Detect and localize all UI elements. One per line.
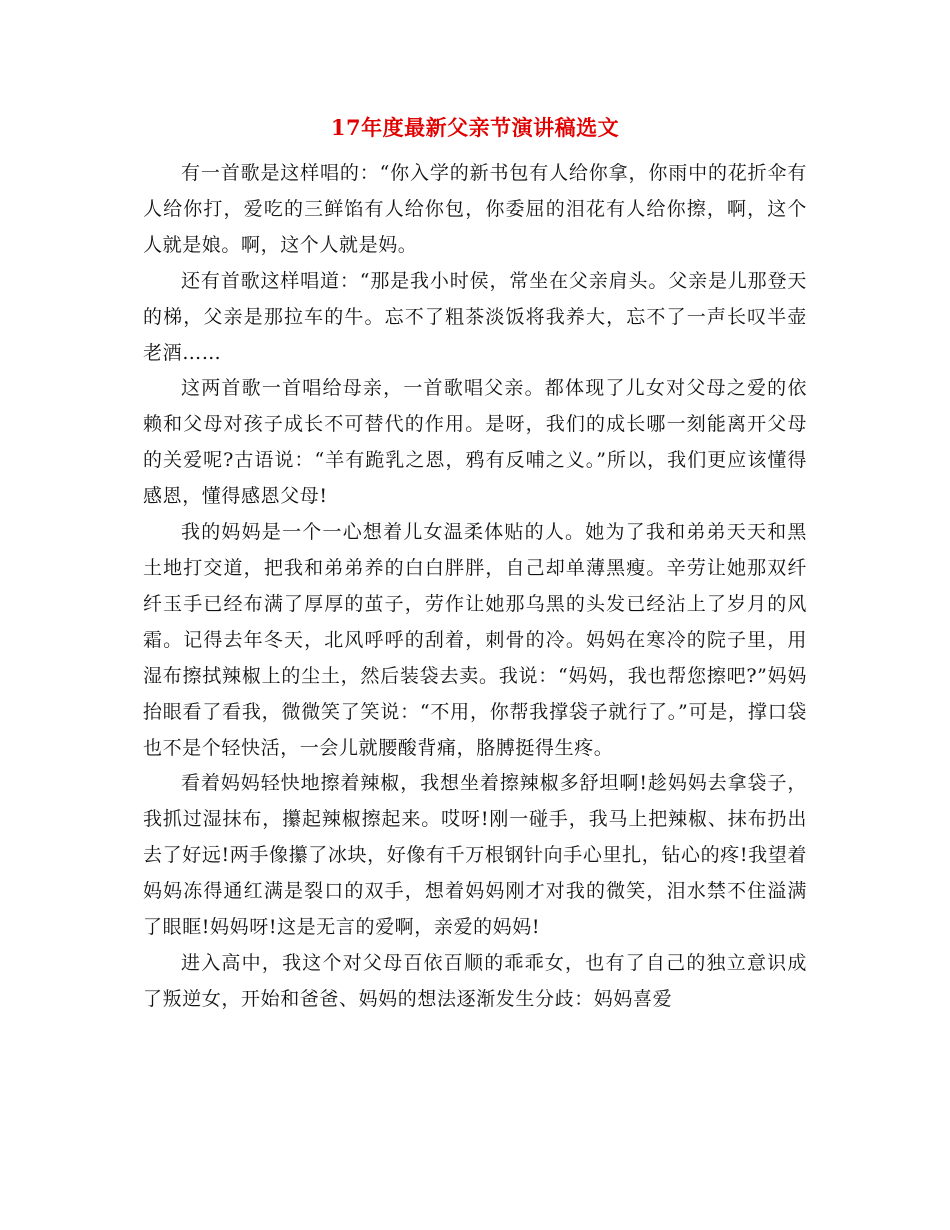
paragraph-1: 有一首歌是这样唱的：“你入学的新书包有人给你拿，你雨中的花折伞有人给你打，爱吃的三鲜馅有人给你包，你委屈的泪花有人给你擦，啊，这个人就是娘。啊，这个人就是妈。 [143, 162, 807, 256]
paragraph-6: 进入高中，我这个对父母百依百顺的乖乖女，也有了自己的独立意识成了叛逆女，开始和爸爸、妈妈的想法逐渐发生分歧：妈妈喜爱 [143, 951, 807, 1010]
paragraph-4: 我的妈妈是一个一心想着儿女温柔体贴的人。她为了我和弟弟天天和黑土地打交道，把我和弟弟养的白白胖胖，自己却单薄黑瘦。辛劳让她那双纤纤玉手已经布满了厚厚的茧子，劳作让她那乌黑的头发已经沾上了岁月的风霜。记得去年冬天，北风呼呼的刮着，刺骨的冷。妈妈在寒冷的院子里，用湿布擦拭辣椒上的尘土，然后装袋去卖。我说：“妈妈，我也帮您擦吧?”妈妈抬眼看了看我，微微笑了笑说：“不用，你帮我撑袋子就行了。”可是，撑口袋也不是个轻快活，一会儿就腰酸背痛，胳膊挺得生疼。 [143, 521, 807, 759]
document-body [143, 156, 807, 1018]
document-title: 17年度最新父亲节演讲稿选文 [330, 115, 620, 140]
paragraph-2: 还有首歌这样唱道：“那是我小时侯，常坐在父亲肩头。父亲是儿那登天的梯，父亲是那拉车的牛。忘不了粗茶淡饭将我养大，忘不了一声长叹半壶老酒…… [143, 269, 807, 364]
paragraph-5: 看着妈妈轻快地擦着辣椒，我想坐着擦辣椒多舒坦啊!趁妈妈去拿袋子，我抓过湿抹布，攥起辣椒擦起来。哎呀!刚一碰手，我马上把辣椒、抹布扔出去了好远!两手像攥了冰块，好像有千万根钢针向手心里扎，钻心的疼!我望着妈妈冻得通红满是裂口的双手，想着妈妈刚才对我的微笑，泪水禁不住溢满了眼眶!妈妈呀!这是无言的爱啊，亲爱的妈妈! [143, 772, 807, 939]
paragraph-3: 这两首歌一首唱给母亲，一首歌唱父亲。都体现了儿女对父母之爱的依赖和父母对孩子成长不可替代的作用。是呀，我们的成长哪一刻能离开父母的关爱呢?古语说：“羊有跪乳之恩，鸦有反哺之义。”所以，我们更应该懂得感恩，懂得感恩父母! [143, 377, 807, 508]
